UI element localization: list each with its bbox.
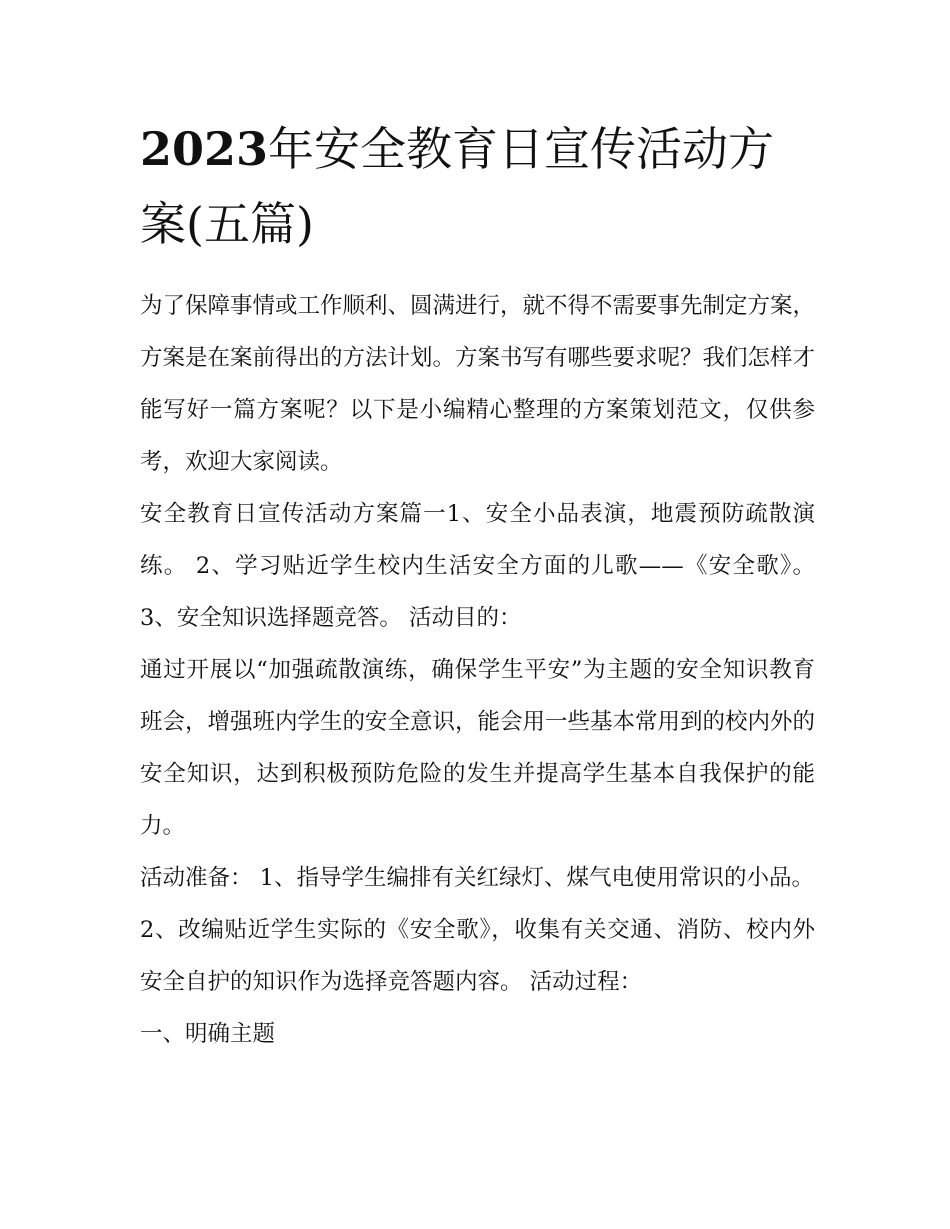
title-text: 年安全教育日宣传活动方案(五篇): [140, 122, 775, 251]
activity-goal-paragraph: 通过开展以“加强疏散演练，确保学生平安”为主题的安全知识教育班会，增强班内学生的安全意识，能会用一些基本常用到的校内外的安全知识，达到积极预防危险的发生并提高学生基本自我保护的能力。: [140, 657, 816, 839]
activity-prep-step-two-paragraph: 2、改编贴近学生实际的《安全歌》，收集有关交通、消防、校内外安全自护的知识作为选择竞答题内容。 活动过程：: [140, 917, 815, 995]
document-title: [140, 112, 820, 262]
activity-prep-paragraph: 活动准备： 1、指导学生编排有关红绿灯、煤气电使用常识的小品。: [140, 865, 814, 891]
section-heading-paragraph: 一、明确主题: [140, 1021, 276, 1047]
section-one-paragraph: 安全教育日宣传活动方案篇一1、安全小品表演，地震预防疏散演练。 2、学习贴近学生校内生活安全方面的儿歌——《安全歌》。 3、安全知识选择题竞答。 活动目的：: [140, 501, 815, 631]
document-body: [140, 280, 815, 1060]
title-year: 2023: [140, 122, 269, 176]
intro-paragraph: 为了保障事情或工作顺利、圆满进行，就不得不需要事先制定方案，方案是在案前得出的方法计划。方案书写有哪些要求呢？我们怎样才能写好一篇方案呢？以下是小编精心整理的方案策划范文，仅供参考，欢迎大家阅读。: [140, 293, 816, 475]
